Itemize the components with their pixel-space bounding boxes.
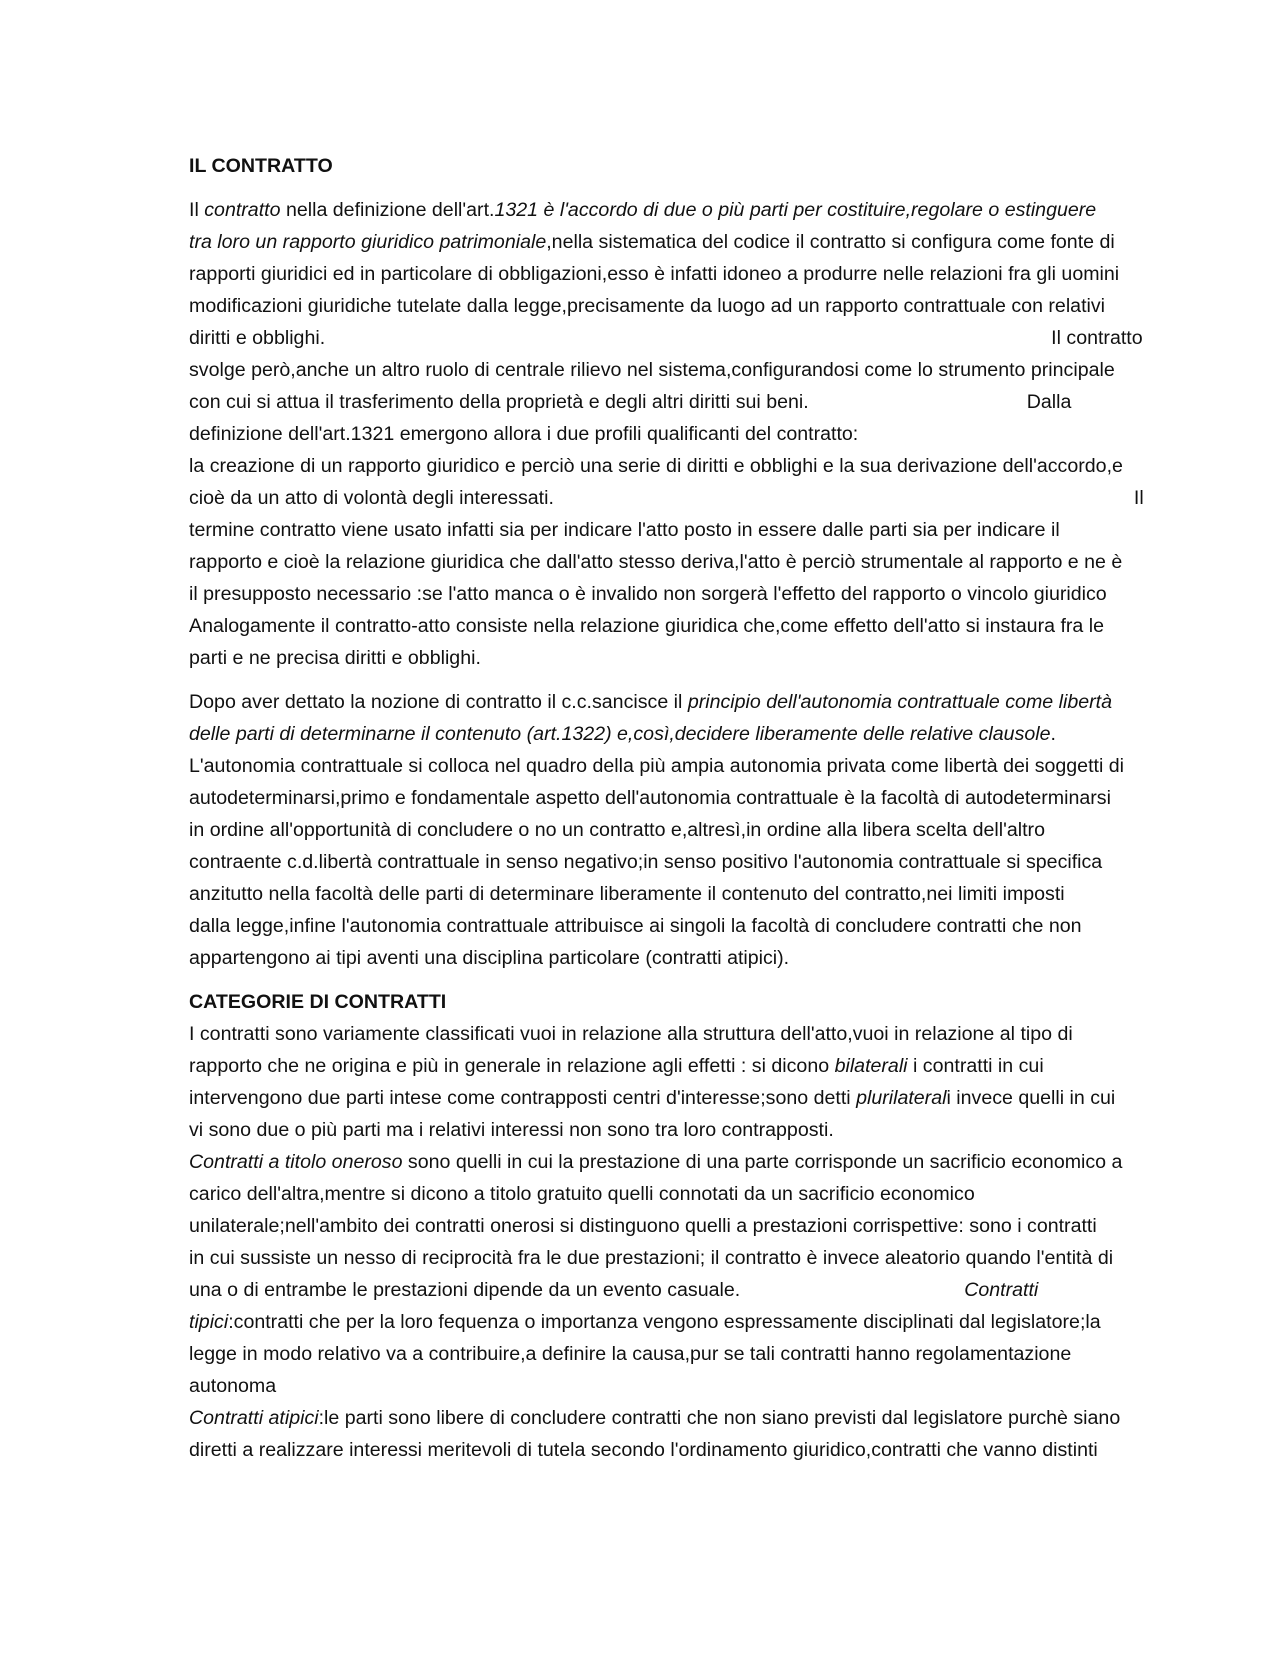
italic-text-run: contratto — [204, 199, 281, 221]
paragraph-autonomy — [189, 686, 1209, 974]
italic-text-run: Contratti a titolo oneroso — [189, 1151, 403, 1173]
text-run: una o di entrambe le prestazioni dipende da un evento casuale. — [189, 1279, 741, 1301]
text-run: il presupposto necessario :se l'atto manca o è invalido non sorgerà l'effetto del rapporto o vincolo giuridico — [189, 583, 1107, 605]
text-line — [189, 1050, 1209, 1082]
text-run: Dalla — [1026, 391, 1072, 413]
text-line — [189, 686, 1209, 718]
text-line — [189, 1146, 1209, 1178]
section-heading-categories: CATEGORIE DI CONTRATTI — [189, 991, 447, 1013]
text-line — [189, 846, 1209, 878]
text-run: appartengono ai tipi aventi una disciplina particolare (contratti atipici). — [189, 947, 790, 969]
text-line — [189, 1082, 1209, 1114]
text-run: carico dell'altra,mentre si dicono a titolo gratuito quelli connotati da un sacrificio economico — [189, 1183, 975, 1205]
document-page — [189, 150, 1209, 1466]
text-run: unilaterale;nell'ambito dei contratti onerosi si distinguono quelli a prestazioni corrispettive: sono i contratti — [189, 1215, 1097, 1237]
text-run: :le parti sono libere di concludere contratti che non siano previsti dal legislatore purchè siano — [318, 1407, 1121, 1429]
text-line — [189, 578, 1209, 610]
text-run: Il contratto — [1051, 327, 1143, 349]
text-run: modificazioni giuridiche tutelate dalla legge,precisamente da luogo ad un rapporto contrattuale con relativi — [189, 295, 1106, 317]
text-line — [189, 1338, 1209, 1370]
text-run: svolge però,anche un altro ruolo di centrale rilievo nel sistema,configurandosi come lo strumento principale — [189, 359, 1115, 381]
text-run: :contratti che per la loro fequenza o importanza vengono espressamente disciplinati dal legislatore;la — [228, 1311, 1101, 1333]
text-line — [189, 418, 1209, 450]
italic-text-run: tra loro un rapporto giuridico patrimoniale — [189, 231, 547, 253]
text-run: Il — [189, 199, 205, 221]
page-title: IL CONTRATTO — [189, 155, 333, 177]
text-run: autodeterminarsi,primo e fondamentale aspetto dell'autonomia contrattuale è la facoltà di autodeterminarsi — [189, 787, 1111, 809]
text-line — [189, 514, 1209, 546]
italic-text-run: delle parti di determinarne il contenuto (art.1322) e,così,decidere liberamente delle relative clausole — [189, 723, 1051, 745]
text-run: anzitutto nella facoltà delle parti di determinare liberamente il contenuto del contratto,nei limiti imposti — [189, 883, 1065, 905]
text-run: Il — [1133, 487, 1144, 509]
text-run: parti e ne precisa diritti e obblighi. — [189, 647, 481, 669]
text-run: diretti a realizzare interessi meritevoli di tutela secondo l'ordinamento giuridico,contratti che vanno distinti — [189, 1439, 1098, 1461]
text-line — [189, 1306, 1209, 1338]
text-line — [189, 354, 1209, 386]
text-line — [189, 194, 1209, 226]
text-run: Dopo aver dettato la nozione di contratto il c.c.sancisce il — [189, 691, 688, 713]
text-run: intervengono due parti intese come contrapposti centri d'interesse;sono detti — [189, 1087, 857, 1109]
text-run: ,nella sistematica del codice il contratto si configura come fonte di — [546, 231, 1115, 253]
text-line — [189, 322, 1209, 354]
text-run: nella definizione dell'art. — [280, 199, 495, 221]
text-run: definizione dell'art.1321 emergono allora i due profili qualificanti del contratto: — [189, 423, 859, 445]
text-line — [189, 386, 1209, 418]
text-run: i invece quelli in cui — [946, 1087, 1116, 1109]
italic-text-run: bilaterali — [834, 1055, 908, 1077]
text-run: Analogamente il contratto-atto consiste nella relazione giuridica che,come effetto dell'atto si instaura fra le — [189, 615, 1105, 637]
text-line — [189, 1434, 1209, 1466]
text-line — [189, 1370, 1209, 1402]
text-run: in ordine all'opportunità di concludere o no un contratto e,altresì,in ordine alla libera scelta dell'altro — [189, 819, 1045, 841]
text-run: contraente c.d.libertà contrattuale in senso negativo;in senso positivo l'autonomia contrattuale si specifica — [189, 851, 1103, 873]
italic-text-run: 1321 è l'accordo di due o più parti per costituire,regolare o estinguere — [494, 199, 1097, 221]
text-line — [189, 1210, 1209, 1242]
text-line — [189, 258, 1209, 290]
italic-text-run: plurilateral — [856, 1087, 947, 1109]
text-run: . — [1050, 723, 1056, 745]
paragraph-definition — [189, 194, 1209, 674]
text-line — [189, 290, 1209, 322]
text-run: rapporto che ne origina e più in generale in relazione agli effetti : si dicono — [189, 1055, 835, 1077]
text-line — [189, 1114, 1209, 1146]
text-line — [189, 718, 1209, 750]
text-line — [189, 642, 1209, 674]
italic-text-run: tipici — [189, 1311, 229, 1333]
text-run: con cui si attua il trasferimento della proprietà e degli altri diritti sui beni. — [189, 391, 809, 413]
text-line — [189, 1242, 1209, 1274]
text-run: sono quelli in cui la prestazione di una parte corrisponde un sacrificio economico a — [402, 1151, 1123, 1173]
text-line — [189, 910, 1209, 942]
text-run: vi sono due o più parti ma i relativi interessi non sono tra loro contrapposti. — [189, 1119, 834, 1141]
text-line — [189, 1402, 1209, 1434]
text-run: cioè da un atto di volontà degli interessati. — [189, 487, 554, 509]
text-line — [189, 482, 1209, 514]
text-line — [189, 878, 1209, 910]
text-line — [189, 610, 1209, 642]
paragraph-categories — [189, 1018, 1209, 1466]
text-run: L'autonomia contrattuale si colloca nel quadro della più ampia autonomia privata come libertà dei soggetti di — [189, 755, 1125, 777]
text-line — [189, 226, 1209, 258]
text-run: dalla legge,infine l'autonomia contrattuale attribuisce ai singoli la facoltà di concludere contratti che non — [189, 915, 1082, 937]
text-line — [189, 750, 1209, 782]
text-line — [189, 782, 1209, 814]
text-run: in cui sussiste un nesso di reciprocità fra le due prestazioni; il contratto è invece aleatorio quando l'entità di — [189, 1247, 1114, 1269]
text-run: i contratti in cui — [907, 1055, 1044, 1077]
italic-text-run: principio dell'autonomia contrattuale come libertà — [687, 691, 1112, 713]
text-line — [189, 814, 1209, 846]
text-line — [189, 546, 1209, 578]
text-line — [189, 1178, 1209, 1210]
text-run: rapporto e cioè la relazione giuridica che dall'atto stesso deriva,l'atto è perciò strumentale al rapporto e ne è — [189, 551, 1123, 573]
text-line — [189, 450, 1209, 482]
text-line — [189, 1018, 1209, 1050]
text-line — [189, 942, 1209, 974]
text-run: diritti e obblighi. — [189, 327, 326, 349]
text-run: legge in modo relativo va a contribuire,a definire la causa,pur se tali contratti hanno regolamentazione — [189, 1343, 1072, 1365]
text-run: termine contratto viene usato infatti sia per indicare l'atto posto in essere dalle parti sia per indicare il — [189, 519, 1060, 541]
italic-text-run: Contratti — [964, 1279, 1039, 1301]
text-run: rapporti giuridici ed in particolare di obbligazioni,esso è infatti idoneo a produrre nelle relazioni fra gli uomini — [189, 263, 1120, 285]
text-run: autonoma — [189, 1375, 277, 1397]
text-run: I contratti sono variamente classificati vuoi in relazione alla struttura dell'atto,vuoi in relazione al tipo di — [189, 1023, 1073, 1045]
text-line — [189, 1274, 1209, 1306]
italic-text-run: Contratti atipici — [189, 1407, 319, 1429]
text-run: la creazione di un rapporto giuridico e perciò una serie di diritti e obblighi e la sua derivazione dell'accordo,e — [189, 455, 1123, 477]
